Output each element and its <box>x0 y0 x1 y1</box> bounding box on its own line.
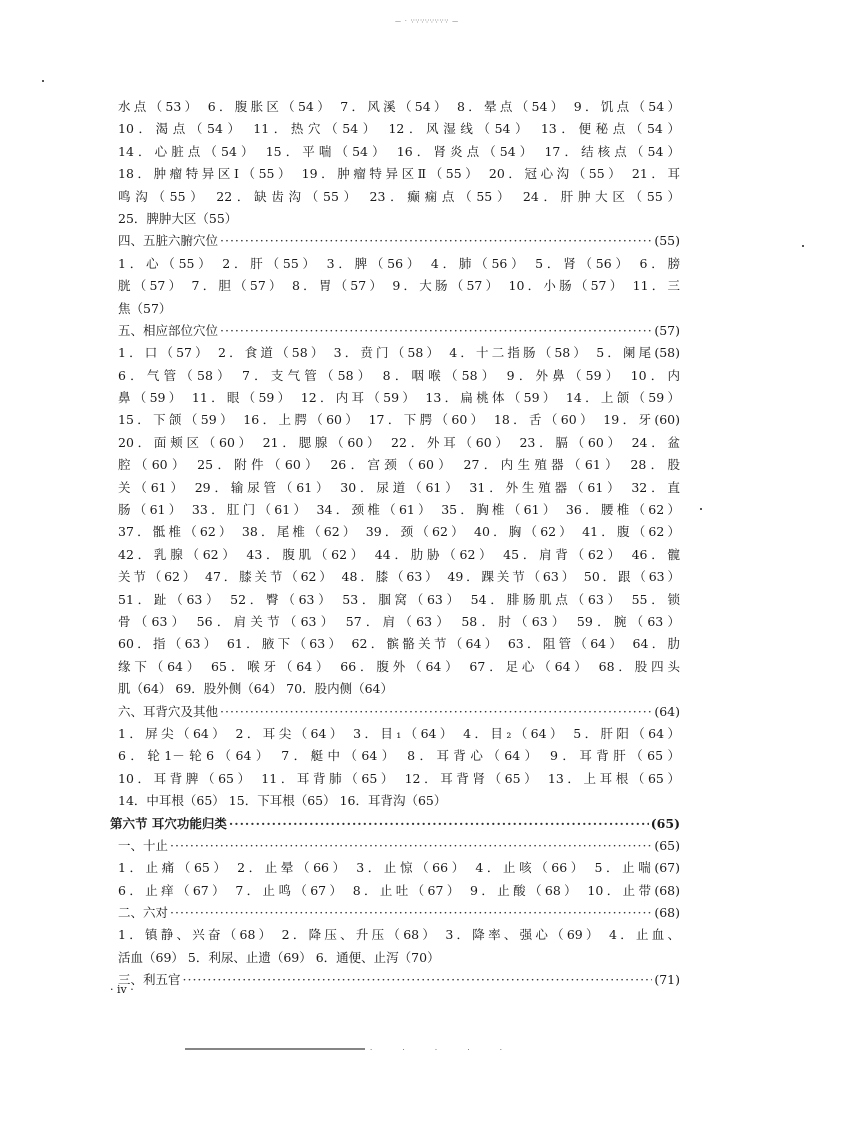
toc-line: 1．镇静、兴奋（68） 2．降压、升压（68） 3．降率、强心（69） 4．止血、 <box>118 927 680 943</box>
chapter-heading <box>110 813 680 835</box>
chapter-page: (65) <box>650 815 680 831</box>
toc-line: 15．下颌（59） 16．上腭（60） 17．下腭（60） 18．舌（60） 19．牙(60) <box>118 412 680 428</box>
leader-dots <box>220 701 652 723</box>
toc-line: 1．止痛（65） 2．止晕（66） 3．止惊（66） 4．止咳（66） 5．止喘(67) <box>118 860 680 876</box>
toc-line: 1．口（57） 2．食道（58） 3．贲门（58） 4．十二指肠（58） 5．阑尾(58) <box>118 345 680 361</box>
section-title: 六、耳背穴及其他 <box>118 703 219 719</box>
toc-line: 腔（60） 25．附件（60） 26．宫颈（60） 27．内生殖器（61） 28．股 <box>118 457 680 473</box>
toc-line: 60．指（63） 61．腋下（63） 62．髌骼关节（64） 63．阻管（64） 64．肋 <box>118 636 680 652</box>
leader-dots <box>170 835 652 857</box>
section-heading-a <box>118 835 680 857</box>
toc-line: 活血（69） 5．利尿、止遗（69） 6．通便、止泻（70） <box>118 949 440 965</box>
toc-line: 胱（57） 7．胆（57） 8．胃（57） 9．大肠（57） 10．小肠（57） 11．三 <box>118 278 680 294</box>
leader-dots <box>229 813 649 835</box>
section-heading-6 <box>118 701 680 723</box>
toc-line: 1．屏尖（64） 2．耳尖（64） 3．目₁（64） 4．目₂（64） 5．肝阳（64） <box>118 725 680 741</box>
section-heading-4 <box>118 230 680 252</box>
toc-line: 骨（63） 56．肩关节（63） 57．肩（63） 58．肘（63） 59．腕（63） <box>118 613 680 629</box>
toc-line: 18．肿瘤特异区Ⅰ（55） 19．肿瘤特异区Ⅱ（55） 20．冠心沟（55） 21．耳 <box>118 166 680 182</box>
scan-speck <box>700 508 702 510</box>
section-page: (65) <box>654 837 680 853</box>
toc-line: 水点（53） 6．腹胀区（54） 7．风溪（54） 8．晕点（54） 9．饥点（54） <box>118 99 680 114</box>
page-number: · iv · <box>110 983 134 996</box>
header-mark: — · ∵∵∵∵∵∵∵∵ — <box>395 18 460 25</box>
section-title: 四、五脏六腑穴位 <box>118 233 219 249</box>
toc-line: 6．轮1－轮6（64） 7．艇中（64） 8．耳背心（64） 9．耳背肝（65） <box>118 748 680 764</box>
leader-dots <box>220 230 652 252</box>
scan-artifact-dots: · · · · · <box>370 1046 517 1054</box>
toc-line: 肌（64） 69．股外侧（64） 70．股内侧（64） <box>118 681 393 697</box>
toc-line: 25．脾肿大区（55） <box>118 210 238 226</box>
toc-line: 42．乳腺（62） 43．腹肌（62） 44．肋胁（62） 45．肩背（62） 46．髋 <box>118 546 680 562</box>
leader-dots <box>170 902 652 924</box>
toc-line: 14．心脏点（54） 15．平喘（54） 16．肾炎点（54） 17．结核点（54） <box>118 143 680 159</box>
toc-line: 37．骶椎（62） 38．尾椎（62） 39．颈（62） 40．胸（62） 41．腹（62） <box>118 524 680 540</box>
toc-line: 10．渴点（54） 11．热穴（54） 12．风湿线（54） 13．便秘点（54） <box>118 121 680 137</box>
scan-speck <box>42 80 44 82</box>
toc-line: 关节（62） 47．膝关节（62） 48．膝（63） 49．踝关节（63） 50．跟（63） <box>118 569 680 585</box>
toc-line: 肠（61） 33．肛门（61） 34．颈椎（61） 35．胸椎（61） 36．腰椎（62） <box>118 502 680 518</box>
section-title: 二、六对 <box>118 905 169 921</box>
toc-line: 焦（57） <box>118 300 172 316</box>
section-page: (55) <box>654 233 680 249</box>
section-heading-c <box>118 969 680 991</box>
toc-line: 14．中耳根（65） 15．下耳根（65） 16．耳背沟（65） <box>118 793 447 809</box>
toc-line: 鼻（59） 11．眼（59） 12．内耳（59） 13．扁桃体（59） 14．上颌（59） <box>118 390 680 406</box>
toc-line: 10．耳背脾（65） 11．耳背肺（65） 12．耳背肾（65） 13．上耳根（65） <box>118 770 680 786</box>
toc-line: 1．心（55） 2．肝（55） 3．脾（56） 4．肺（56） 5．肾（56） 6．膀 <box>118 255 680 271</box>
section-title: 五、相应部位穴位 <box>118 322 219 338</box>
section-page: (64) <box>654 703 680 719</box>
section-heading-b <box>118 902 680 924</box>
section-page: (68) <box>654 905 680 921</box>
scan-artifact-line <box>185 1048 365 1050</box>
leader-dots <box>220 320 652 342</box>
section-title: 三、利五官 <box>118 972 181 988</box>
section-heading-5 <box>118 320 680 342</box>
section-page: (57) <box>654 322 680 338</box>
chapter-title: 第六节 耳穴功能归类 <box>110 815 227 831</box>
toc-line: 鸣沟（55） 22．缺齿沟（55） 23．癫痫点（55） 24．肝肿大区（55） <box>118 188 680 204</box>
toc-line: 关（61） 29．输尿管（61） 30．尿道（61） 31．外生殖器（61） 32．直 <box>118 479 680 495</box>
toc-line: 6．止痒（67） 7．止鸣（67） 8．止吐（67） 9．止酸（68） 10．止带(68) <box>118 882 680 898</box>
leader-dots <box>183 969 653 991</box>
section-page: (71) <box>654 972 680 988</box>
toc-line: 6．气管（58） 7．支气管（58） 8．咽喉（58） 9．外鼻（59） 10．内 <box>118 367 680 383</box>
toc-line: 51．趾（63） 52．臀（63） 53．腘窝（63） 54．腓肠肌点（63） 55．锁 <box>118 591 680 607</box>
scan-speck <box>802 245 804 247</box>
section-title: 一、十止 <box>118 837 169 853</box>
toc-line: 缘下（64） 65．喉牙（64） 66．腹外（64） 67．足心（64） 68．股四头 <box>118 658 680 674</box>
toc-line: 20．面颊区（60） 21．腮腺（60） 22．外耳（60） 23．膈（60） 24．盆 <box>118 434 680 450</box>
